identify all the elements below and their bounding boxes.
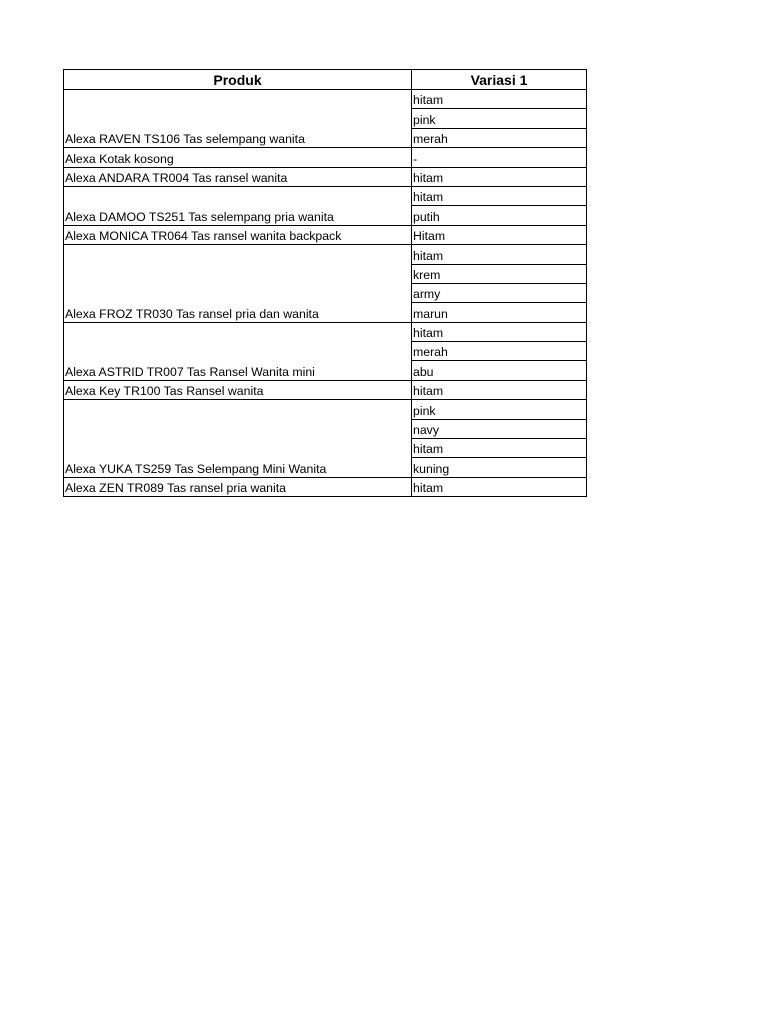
variant-cell: hitam: [412, 322, 587, 341]
variant-cell: Hitam: [412, 225, 587, 244]
product-cell: Alexa Kotak kosong: [64, 148, 412, 167]
table-row: [64, 400, 587, 419]
product-cell: Alexa YUKA TS259 Tas Selempang Mini Wanita: [64, 400, 412, 478]
product-cell: Alexa ASTRID TR007 Tas Ransel Wanita mini: [64, 322, 412, 380]
variant-cell: hitam: [412, 439, 587, 458]
product-cell: Alexa DAMOO TS251 Tas selempang pria wanita: [64, 186, 412, 225]
table-row: [64, 167, 587, 186]
product-cell: Alexa ANDARA TR004 Tas ransel wanita: [64, 167, 412, 186]
table-row: [64, 186, 587, 205]
product-variant-table: [63, 69, 587, 497]
variant-cell: merah: [412, 342, 587, 361]
variant-cell: putih: [412, 206, 587, 225]
table-header-row: [64, 70, 587, 90]
table-row: [64, 380, 587, 399]
variant-cell: army: [412, 283, 587, 302]
variant-cell: navy: [412, 419, 587, 438]
variant-cell: krem: [412, 264, 587, 283]
variant-cell: hitam: [412, 245, 587, 264]
variant-cell: hitam: [412, 167, 587, 186]
variant-cell: pink: [412, 109, 587, 128]
header-variasi-1: Variasi 1: [412, 70, 587, 90]
product-cell: Alexa FROZ TR030 Tas ransel pria dan wanita: [64, 245, 412, 323]
table-row: [64, 477, 587, 496]
table-row: [64, 148, 587, 167]
product-cell: Alexa ZEN TR089 Tas ransel pria wanita: [64, 477, 412, 496]
variant-cell: hitam: [412, 186, 587, 205]
product-cell: Alexa MONICA TR064 Tas ransel wanita backpack: [64, 225, 412, 244]
variant-cell: marun: [412, 303, 587, 322]
table-row: [64, 90, 587, 109]
spreadsheet-page: [63, 69, 587, 497]
table-row: [64, 322, 587, 341]
variant-cell: abu: [412, 361, 587, 380]
variant-cell: -: [412, 148, 587, 167]
table-body: [64, 90, 587, 497]
header-produk: Produk: [64, 70, 412, 90]
variant-cell: hitam: [412, 477, 587, 496]
variant-cell: kuning: [412, 458, 587, 477]
table-row: [64, 245, 587, 264]
variant-cell: hitam: [412, 90, 587, 109]
variant-cell: hitam: [412, 380, 587, 399]
product-cell: Alexa RAVEN TS106 Tas selempang wanita: [64, 90, 412, 148]
variant-cell: pink: [412, 400, 587, 419]
table-row: [64, 225, 587, 244]
product-cell: Alexa Key TR100 Tas Ransel wanita: [64, 380, 412, 399]
variant-cell: merah: [412, 128, 587, 147]
